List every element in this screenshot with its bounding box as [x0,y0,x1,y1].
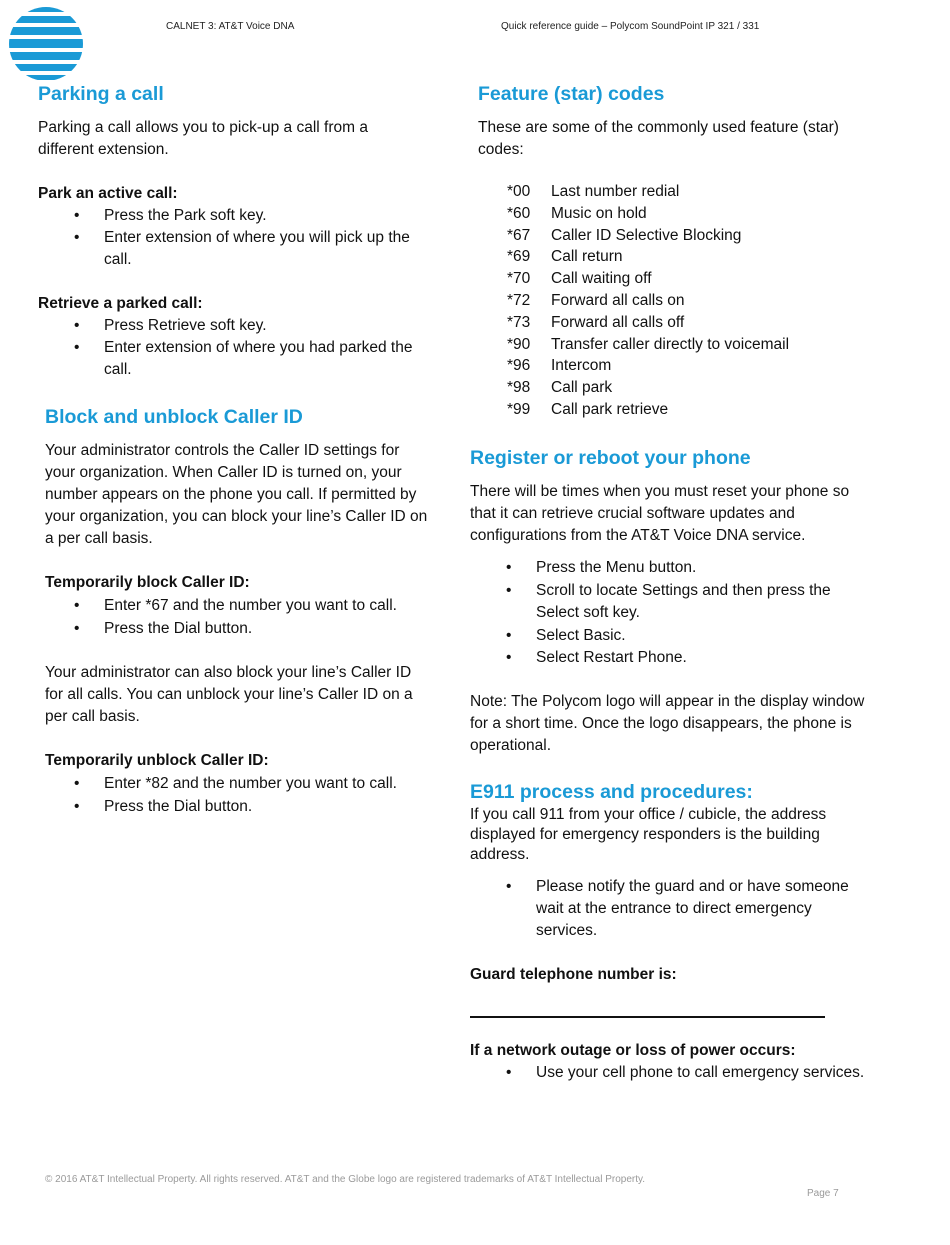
callerid-title: Block and unblock Caller ID [45,406,303,428]
reboot-title: Register or reboot your phone [470,447,751,469]
list-item: • Select Basic. [506,626,626,644]
list-item: • Enter *82 and the number you want to call. [74,775,397,792]
guard-number-line [470,1016,825,1018]
list-item: • Press the Park soft key. [74,207,267,224]
e911-section [470,781,870,1084]
callerid-section [45,406,430,818]
block-list [45,594,430,640]
list-item: • Scroll to locate Settings and then press the Select soft key. [506,581,831,621]
feature-code-row: *70 Call waiting off [507,270,652,288]
list-item: • Enter extension of where you will pick up the call. [74,229,410,268]
list-item: • Press the Menu button. [506,559,697,576]
parking-intro: Parking a call allows you to pick-up a call from a different extension. [38,119,368,158]
reboot-list [470,557,870,670]
reboot-section [470,447,870,757]
guard-label: Guard telephone number is: [470,966,677,983]
features-section [478,83,878,421]
feature-code-row: *72 Forward all calls on [507,291,685,309]
header-right: Quick reference guide – Polycom SoundPoint IP 321 / 331 [501,21,760,32]
park-list [38,205,418,271]
unblock-heading: Temporarily unblock Caller ID: [45,752,269,769]
retrieve-heading: Retrieve a parked call: [38,295,203,312]
callerid-intro: Your administrator controls the Caller ID settings for your organization. When Caller ID is turned on, your number appears on the phone you call. If permitted by your organization, you can block your line’s Caller ID on a per call basis. [45,442,428,547]
feature-code-row: *00 Last number redial [507,183,680,200]
e911-title: E911 process and procedures: [470,781,753,803]
parking-title: Parking a call [38,83,164,105]
block-heading: Temporarily block Caller ID: [45,574,250,591]
feature-code-row: *60 Music on hold [507,204,647,222]
outage-list [470,1062,870,1084]
att-globe-logo-icon [8,6,84,82]
park-heading: Park an active call: [38,185,178,202]
feature-code-row: *96 Intercom [507,357,612,375]
reboot-intro: There will be times when you must reset your phone so that it can retrieve crucial software updates and configurations from the AT&T Voice DNA service. [470,483,850,544]
feature-code-row: *73 Forward all calls off [507,313,685,331]
parking-section [38,83,418,381]
feature-code-row: *69 Call return [507,248,623,266]
list-item: • Please notify the guard and or have someone wait at the entrance to direct emergency services. [506,878,849,939]
list-item: • Select Restart Phone. [506,649,687,666]
feature-code-row: *98 Call park [507,379,613,397]
admin-note: Your administrator can also block your line’s Caller ID for all calls. You can unblock your line’s Caller ID on a per call basis. [45,664,413,725]
list-item: • Enter extension of where you had parked the call. [74,339,413,378]
reboot-note: Note: The Polycom logo will appear in the display window for a short time. Once the logo disappears, the phone is operational. [470,692,865,754]
feature-code-list [507,181,878,421]
feature-code-row: *67 Caller ID Selective Blocking [507,226,742,244]
features-intro: These are some of the commonly used feature (star) codes: [478,119,839,158]
features-title: Feature (star) codes [478,83,665,105]
list-item: • Enter *67 and the number you want to call. [74,597,397,614]
list-item: • Use your cell phone to call emergency services. [506,1064,865,1081]
header-left: CALNET 3: AT&T Voice DNA [166,21,295,32]
e911-list [470,876,870,942]
outage-heading: If a network outage or loss of power occurs: [470,1042,796,1059]
feature-code-row: *99 Call park retrieve [507,400,669,418]
unblock-list [45,772,430,818]
page-number: Page 7 [807,1188,839,1199]
e911-intro: If you call 911 from your office / cubicle, the address displayed for emergency responders is the building address. [470,806,827,863]
list-item: • Press the Dial button. [74,620,253,637]
list-item: • Press Retrieve soft key. [74,317,267,334]
list-item: • Press the Dial button. [74,798,253,815]
footer-copyright: © 2016 AT&T Intellectual Property. All rights reserved. AT&T and the Globe logo are registered trademarks of AT&T Intellectual Property. [45,1174,646,1185]
retrieve-list [38,315,418,381]
feature-code-row: *90 Transfer caller directly to voicemail [507,335,790,353]
